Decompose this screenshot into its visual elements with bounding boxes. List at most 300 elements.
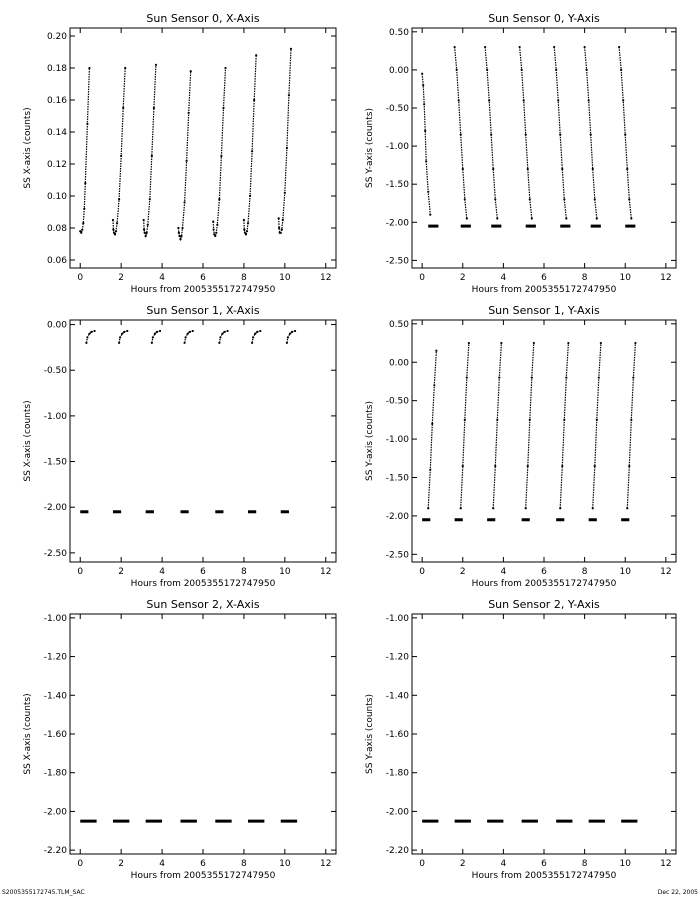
data-point <box>618 46 620 48</box>
data-point <box>490 134 492 136</box>
x-tick-label: 0 <box>419 567 426 577</box>
data-point <box>282 219 284 221</box>
data-point <box>286 147 288 149</box>
data-point <box>492 507 494 509</box>
x-tick-label: 4 <box>500 567 507 577</box>
data-point <box>179 238 181 240</box>
x-tick-label: 6 <box>541 273 547 283</box>
data-point <box>82 222 84 224</box>
y-tick-label: 0.10 <box>46 192 67 202</box>
data-point <box>115 230 117 232</box>
data-point <box>88 67 90 69</box>
data-point <box>624 134 626 136</box>
data-point <box>628 198 630 200</box>
data-point <box>557 99 559 101</box>
y-axis-label: SS X-axis (counts) <box>23 400 33 482</box>
data-series-2 <box>455 47 467 219</box>
x-axis-label: Hours from 2005355172747950 <box>130 579 276 589</box>
data-point <box>484 46 486 48</box>
data-point <box>563 419 565 421</box>
data-point <box>180 235 182 237</box>
data-point <box>460 507 462 509</box>
plot-frame <box>412 320 676 562</box>
data-series-7 <box>619 47 631 219</box>
x-axis-label: Hours from 2005355172747950 <box>471 871 617 881</box>
data-series-4 <box>178 71 190 239</box>
data-point <box>218 342 220 344</box>
data-point <box>567 342 569 344</box>
data-point <box>435 350 437 352</box>
data-point <box>114 233 116 235</box>
y-tick-label: -0.50 <box>385 104 409 114</box>
data-point <box>462 168 464 170</box>
data-point <box>429 469 431 471</box>
data-point <box>424 130 426 132</box>
data-point <box>592 168 594 170</box>
data-point <box>126 330 128 332</box>
data-point <box>122 107 124 109</box>
chart-title: Sun Sensor 1, X-Axis <box>146 304 260 317</box>
y-tick-label: 0.50 <box>388 27 409 38</box>
data-point <box>460 134 462 136</box>
chart-panel-5 <box>23 598 336 881</box>
x-tick-label: 2 <box>459 567 466 577</box>
data-point <box>181 227 183 229</box>
data-point <box>628 465 630 467</box>
data-series-3 <box>144 65 156 236</box>
data-point <box>186 160 188 162</box>
data-point <box>423 103 425 105</box>
x-axis-label: Hours from 2005355172747950 <box>130 871 276 881</box>
x-tick-label: 2 <box>459 273 466 283</box>
data-point <box>422 84 424 86</box>
data-point <box>222 107 224 109</box>
data-point <box>527 168 529 170</box>
data-point <box>221 333 223 335</box>
data-point <box>563 198 565 200</box>
y-tick-label: -1.60 <box>43 730 67 740</box>
data-point <box>464 419 466 421</box>
x-tick-label: 6 <box>200 859 206 869</box>
x-tick-label: 8 <box>241 567 247 577</box>
x-tick-label: 4 <box>159 273 165 283</box>
data-point <box>112 219 114 221</box>
data-point <box>281 229 283 231</box>
data-point <box>561 168 563 170</box>
x-tick-label: 10 <box>619 859 631 869</box>
data-point <box>289 333 291 335</box>
data-point <box>466 217 468 219</box>
data-point <box>496 217 498 219</box>
data-point <box>519 46 521 48</box>
data-series-2 <box>461 343 469 508</box>
data-point <box>433 384 435 386</box>
y-axis-label: SS X-axis (counts) <box>23 693 33 775</box>
data-point <box>565 217 567 219</box>
data-point <box>500 342 502 344</box>
data-point <box>86 336 88 338</box>
y-tick-label: -1.00 <box>385 613 409 624</box>
data-point <box>226 330 228 332</box>
data-point <box>429 214 431 216</box>
x-tick-label: 0 <box>419 859 426 869</box>
data-point <box>291 331 293 333</box>
y-tick-label: -2.00 <box>43 503 67 514</box>
data-point <box>147 224 149 226</box>
data-point <box>559 507 561 509</box>
data-point <box>431 423 433 425</box>
x-tick-label: 4 <box>159 567 165 577</box>
x-tick-label: 0 <box>419 273 426 283</box>
y-tick-label: -2.50 <box>385 256 409 267</box>
data-point <box>620 69 622 71</box>
data-point <box>190 70 192 72</box>
y-tick-label: -0.50 <box>385 396 409 407</box>
data-series-6 <box>593 343 601 508</box>
data-series-4 <box>520 47 532 219</box>
y-tick-label: -2.20 <box>43 846 67 857</box>
data-point <box>149 198 151 200</box>
data-point <box>243 219 245 221</box>
data-point <box>496 419 498 421</box>
data-point <box>183 201 185 203</box>
y-tick-label: -2.00 <box>43 807 67 818</box>
data-point <box>525 507 527 509</box>
y-axis-label: SS Y-axis (counts) <box>365 108 375 188</box>
y-tick-label: -1.00 <box>385 435 409 446</box>
y-tick-label: -2.50 <box>43 548 67 559</box>
data-point <box>468 342 470 344</box>
x-axis-label: Hours from 2005355172747950 <box>471 579 617 589</box>
data-point <box>498 377 500 379</box>
y-tick-label: -0.50 <box>43 366 67 377</box>
data-series-3 <box>485 47 497 219</box>
y-axis-label: SS X-axis (counts) <box>23 107 33 189</box>
data-point <box>561 465 563 467</box>
data-point <box>521 69 523 71</box>
data-point <box>245 233 247 235</box>
plot-frame <box>412 28 676 268</box>
y-tick-label: -1.20 <box>385 652 409 663</box>
data-point <box>600 342 602 344</box>
data-point <box>251 150 253 152</box>
x-tick-label: 12 <box>320 273 332 283</box>
x-tick-label: 12 <box>320 859 332 869</box>
data-point <box>86 123 88 125</box>
chart-title: Sun Sensor 2, X-Axis <box>146 598 260 611</box>
y-tick-label: 0.18 <box>46 64 67 74</box>
data-point <box>553 46 555 48</box>
data-point <box>284 192 286 194</box>
data-point <box>145 235 147 237</box>
data-point <box>121 333 123 335</box>
data-point <box>156 331 158 333</box>
footer-date: Dec 22, 2005 <box>657 889 698 896</box>
y-tick-label: 0.16 <box>46 96 67 106</box>
y-tick-label: -1.40 <box>43 691 67 702</box>
data-series-7 <box>627 343 635 508</box>
x-tick-label: 10 <box>279 567 291 577</box>
data-point <box>178 232 180 234</box>
x-tick-label: 2 <box>118 273 125 283</box>
chart-title: Sun Sensor 0, X-Axis <box>146 12 260 25</box>
data-series-3 <box>493 343 501 508</box>
data-point <box>598 377 600 379</box>
data-point <box>112 229 114 231</box>
data-point <box>185 336 187 338</box>
data-point <box>278 217 280 219</box>
data-point <box>83 208 85 210</box>
data-point <box>155 64 157 66</box>
data-point <box>219 336 221 338</box>
data-point <box>288 94 290 96</box>
y-tick-label: -1.20 <box>43 652 67 663</box>
data-point <box>255 54 257 56</box>
x-tick-label: 12 <box>660 273 672 283</box>
data-point <box>220 155 222 157</box>
x-tick-label: 8 <box>241 273 247 283</box>
y-tick-label: -1.50 <box>385 473 409 484</box>
data-point <box>249 195 251 197</box>
plot-frame <box>70 320 336 562</box>
y-tick-label: -1.80 <box>385 768 409 779</box>
y-tick-label: -1.40 <box>385 691 409 702</box>
data-series-5 <box>213 68 225 236</box>
x-tick-label: 10 <box>619 567 631 577</box>
data-series-5 <box>554 47 566 219</box>
data-point <box>462 465 464 467</box>
data-series-1 <box>428 351 436 509</box>
x-tick-label: 0 <box>77 273 84 283</box>
data-point <box>119 336 121 338</box>
chart-panel-1 <box>23 12 336 295</box>
data-point <box>584 46 586 48</box>
y-tick-label: 0.00 <box>388 65 409 76</box>
data-point <box>251 342 253 344</box>
data-point <box>213 229 215 231</box>
data-point <box>494 465 496 467</box>
data-point <box>259 330 261 332</box>
data-point <box>486 69 488 71</box>
data-point <box>256 331 258 333</box>
plot-frame <box>412 614 676 854</box>
x-tick-label: 8 <box>581 273 588 283</box>
y-axis-label: SS Y-axis (counts) <box>365 694 375 774</box>
data-point <box>588 99 590 101</box>
data-series-7 <box>279 49 291 233</box>
y-tick-label: -2.00 <box>385 807 409 818</box>
data-point <box>212 221 214 223</box>
x-tick-label: 6 <box>541 859 547 869</box>
data-point <box>254 333 256 335</box>
y-tick-label: -1.00 <box>43 411 67 422</box>
data-series-6 <box>244 55 256 234</box>
y-tick-label: 0.00 <box>46 320 67 331</box>
chart-title: Sun Sensor 1, Y-Axis <box>488 304 600 317</box>
y-axis-label: SS Y-axis (counts) <box>365 401 375 481</box>
data-point <box>84 182 86 184</box>
data-point <box>626 507 628 509</box>
y-tick-label: -1.60 <box>385 730 409 740</box>
chart-title: Sun Sensor 0, Y-Axis <box>488 12 600 25</box>
data-point <box>188 112 190 114</box>
data-point <box>630 419 632 421</box>
x-tick-label: 2 <box>118 859 125 869</box>
x-tick-label: 2 <box>459 859 466 869</box>
y-tick-label: 0.12 <box>46 160 67 170</box>
x-tick-label: 2 <box>118 567 125 577</box>
data-point <box>177 227 179 229</box>
data-point <box>488 99 490 101</box>
data-point <box>124 67 126 69</box>
plot-frame <box>70 614 336 854</box>
data-point <box>454 46 456 48</box>
data-point <box>218 198 220 200</box>
data-point <box>151 155 153 157</box>
data-point <box>596 419 598 421</box>
data-point <box>622 99 624 101</box>
data-series-5 <box>560 343 568 508</box>
y-tick-label: -1.00 <box>385 142 409 153</box>
x-tick-label: 8 <box>581 567 588 577</box>
y-tick-label: 0.20 <box>46 32 67 42</box>
chart-panel-3 <box>23 304 336 589</box>
x-axis-label: Hours from 2005355172747950 <box>130 285 276 295</box>
data-point <box>427 507 429 509</box>
x-tick-label: 0 <box>77 567 84 577</box>
data-point <box>523 99 525 101</box>
data-point <box>427 191 429 193</box>
data-point <box>214 235 216 237</box>
x-tick-label: 6 <box>200 567 206 577</box>
data-point <box>243 229 245 231</box>
x-tick-label: 12 <box>660 567 672 577</box>
y-tick-label: -2.50 <box>385 550 409 561</box>
data-point <box>154 333 156 335</box>
y-tick-label: -2.00 <box>385 218 409 229</box>
data-point <box>143 219 145 221</box>
x-tick-label: 8 <box>581 859 588 869</box>
data-point <box>590 134 592 136</box>
data-point <box>290 48 292 50</box>
data-point <box>594 198 596 200</box>
chart-panel-6 <box>365 598 676 881</box>
data-point <box>159 330 161 332</box>
data-point <box>252 336 254 338</box>
data-point <box>85 342 87 344</box>
data-point <box>187 333 189 335</box>
data-series-1 <box>422 74 430 215</box>
x-tick-label: 10 <box>279 859 291 869</box>
data-point <box>144 232 146 234</box>
data-point <box>146 232 148 234</box>
x-tick-label: 0 <box>77 859 84 869</box>
data-point <box>153 107 155 109</box>
data-point <box>565 377 567 379</box>
y-tick-label: 0.50 <box>388 319 409 330</box>
data-point <box>178 235 180 237</box>
x-tick-label: 4 <box>500 273 507 283</box>
y-tick-label: 0.06 <box>46 256 67 266</box>
data-point <box>456 69 458 71</box>
data-point <box>80 232 82 234</box>
data-series-4 <box>526 343 534 508</box>
data-point <box>287 336 289 338</box>
chart-title: Sun Sensor 2, Y-Axis <box>488 598 600 611</box>
data-point <box>492 168 494 170</box>
x-tick-label: 8 <box>241 859 247 869</box>
data-point <box>123 331 125 333</box>
data-point <box>118 342 120 344</box>
data-point <box>253 99 255 101</box>
y-tick-label: -2.20 <box>385 846 409 857</box>
data-point <box>246 230 248 232</box>
y-tick-label: -1.50 <box>385 180 409 191</box>
data-point <box>529 419 531 421</box>
data-point <box>421 73 423 75</box>
data-point <box>466 377 468 379</box>
data-point <box>494 198 496 200</box>
y-tick-label: -2.00 <box>385 511 409 522</box>
y-tick-label: 0.08 <box>46 224 67 234</box>
x-tick-label: 4 <box>500 859 507 869</box>
data-point <box>143 229 145 231</box>
y-tick-label: -1.00 <box>43 613 67 624</box>
data-point <box>592 507 594 509</box>
data-point <box>458 99 460 101</box>
x-tick-label: 12 <box>320 567 332 577</box>
data-point <box>632 377 634 379</box>
data-point <box>634 342 636 344</box>
data-point <box>559 134 561 136</box>
data-point <box>626 168 628 170</box>
data-point <box>533 342 535 344</box>
x-tick-label: 6 <box>541 567 547 577</box>
y-tick-label: 0.00 <box>388 358 409 369</box>
data-point <box>464 198 466 200</box>
x-tick-label: 6 <box>200 273 206 283</box>
data-point <box>93 330 95 332</box>
data-point <box>183 342 185 344</box>
data-point <box>527 465 529 467</box>
y-tick-label: -1.80 <box>43 768 67 779</box>
data-point <box>630 217 632 219</box>
data-point <box>120 155 122 157</box>
y-tick-label: -1.50 <box>43 457 67 468</box>
chart-panel-4 <box>365 304 676 589</box>
data-point <box>151 342 153 344</box>
x-tick-label: 4 <box>159 859 165 869</box>
data-point <box>278 227 280 229</box>
data-point <box>294 330 296 332</box>
data-series-6 <box>585 47 597 219</box>
data-point <box>192 330 194 332</box>
data-point <box>223 331 225 333</box>
plot-frame <box>70 28 336 268</box>
data-point <box>531 217 533 219</box>
chart-panel-2 <box>365 12 676 295</box>
x-tick-label: 10 <box>279 273 291 283</box>
data-point <box>88 333 90 335</box>
data-point <box>116 222 118 224</box>
footer-filename: S2005355172745.TLM_SAC <box>2 889 85 896</box>
data-point <box>586 69 588 71</box>
data-point <box>531 377 533 379</box>
data-point <box>215 232 217 234</box>
x-tick-label: 10 <box>619 273 631 283</box>
data-point <box>90 331 92 333</box>
data-point <box>81 229 83 231</box>
